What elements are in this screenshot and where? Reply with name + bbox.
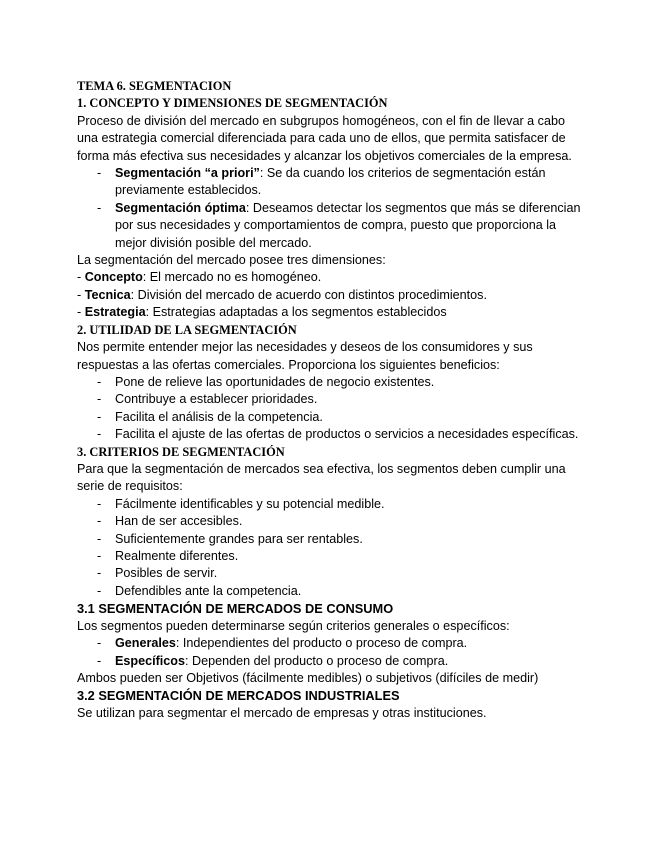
list-item: - Fácilmente identificables y su potencial medible.: [77, 496, 582, 513]
section-2-bullet-list: [77, 374, 582, 444]
section-3-bullet-list: [77, 496, 582, 600]
section-3-2-intro: Se utilizan para segmentar el mercado de empresas y otras instituciones.: [77, 706, 487, 720]
list-item: [77, 635, 582, 652]
list-item: - Defendibles ante la competencia.: [77, 583, 582, 600]
section-3-1-heading: 3.1 SEGMENTACIÓN DE MERCADOS DE CONSUMO: [77, 601, 394, 617]
section-3-1-outro: Ambos pueden ser Objetivos (fácilmente medibles) o subjetivos (difíciles de medir): [77, 671, 539, 685]
list-item: - Posibles de servir.: [77, 565, 582, 582]
dimension-line: [77, 304, 582, 321]
section-2-intro: Nos permite entender mejor las necesidades y deseos de los consumidores y sus respuestas a las ofertas comerciales. Proporciona los siguientes beneficios:: [77, 340, 533, 372]
list-item: [77, 165, 582, 200]
dimension-line: [77, 287, 582, 304]
dimensions-intro: La segmentación del mercado posee tres dimensiones:: [77, 253, 386, 268]
bullet-text: : Dependen del producto o proceso de compra.: [185, 653, 449, 668]
list-item: - Realmente diferentes.: [77, 548, 582, 565]
dimension-prefix: -: [77, 270, 85, 285]
dimension-prefix: -: [77, 305, 85, 320]
dimension-line: [77, 269, 582, 286]
bullet-term: Segmentación óptima: [115, 200, 246, 215]
list-item: [77, 653, 582, 670]
list-item: - Han de ser accesibles.: [77, 513, 582, 530]
section-1-bullet-list: [77, 165, 582, 252]
bullet-text: : Se da cuando los criterios de segmentación están previamente establecidos.: [115, 166, 546, 198]
list-item: - Pone de relieve las oportunidades de negocio existentes.: [77, 374, 582, 391]
dimension-term: Tecnica: [84, 287, 131, 302]
section-3-1-bullet-list: [77, 635, 582, 670]
bullet-term: Específicos: [115, 653, 185, 668]
list-item: - Facilita el ajuste de las ofertas de productos o servicios a necesidades específicas.: [77, 426, 582, 443]
list-item: - Facilita el análisis de la competencia.: [77, 409, 582, 426]
list-item: [77, 200, 582, 252]
dimension-term: Estrategia: [84, 305, 146, 320]
dimension-term: Concepto: [84, 270, 143, 285]
section-3-1-intro: Los segmentos pueden determinarse según criterios generales o específicos:: [77, 618, 510, 633]
bullet-text: : Independientes del producto o proceso de compra.: [175, 636, 468, 651]
list-item: - Suficientemente grandes para ser rentables.: [77, 531, 582, 548]
bullet-text: : Deseamos detectar los segmentos que más se diferencian por sus necesidades y comportamientos de compra, puesto que proporciona la mejor división posible del mercado.: [115, 200, 581, 250]
section-3-2-heading: 3.2 SEGMENTACIÓN DE MERCADOS INDUSTRIALES: [77, 688, 400, 704]
dimension-text: : Estrategias adaptadas a los segmentos establecidos: [145, 305, 447, 320]
section-1-heading: 1. CONCEPTO Y DIMENSIONES DE SEGMENTACIÓN: [77, 96, 388, 111]
bullet-term: Segmentación “a priori”: [115, 166, 260, 181]
list-item: - Contribuye a establecer prioridades.: [77, 391, 582, 408]
dimension-text: : División del mercado de acuerdo con distintos procedimientos.: [130, 287, 487, 302]
section-3-intro: Para que la segmentación de mercados sea efectiva, los segmentos deben cumplir una serie de requisitos:: [77, 461, 566, 494]
bullet-term: Generales: [115, 636, 176, 651]
dimension-text: : El mercado no es homogéneo.: [142, 270, 322, 285]
dimension-prefix: -: [77, 287, 85, 302]
section-3-heading: 3. CRITERIOS DE SEGMENTACIÓN: [77, 444, 285, 459]
section-2-heading: 2. UTILIDAD DE LA SEGMENTACIÓN: [77, 322, 297, 337]
document-page: [77, 78, 582, 722]
section-1-intro: Proceso de división del mercado en subgrupos homogéneos, con el fin de llevar a cabo una estrategia comercial diferenciada para cada uno de ellos, que permita satisfacer de forma más efectiva sus necesidades y alcanzar los objetivos comerciales de la empresa.: [77, 113, 572, 163]
document-title: TEMA 6. SEGMENTACION: [77, 79, 232, 93]
